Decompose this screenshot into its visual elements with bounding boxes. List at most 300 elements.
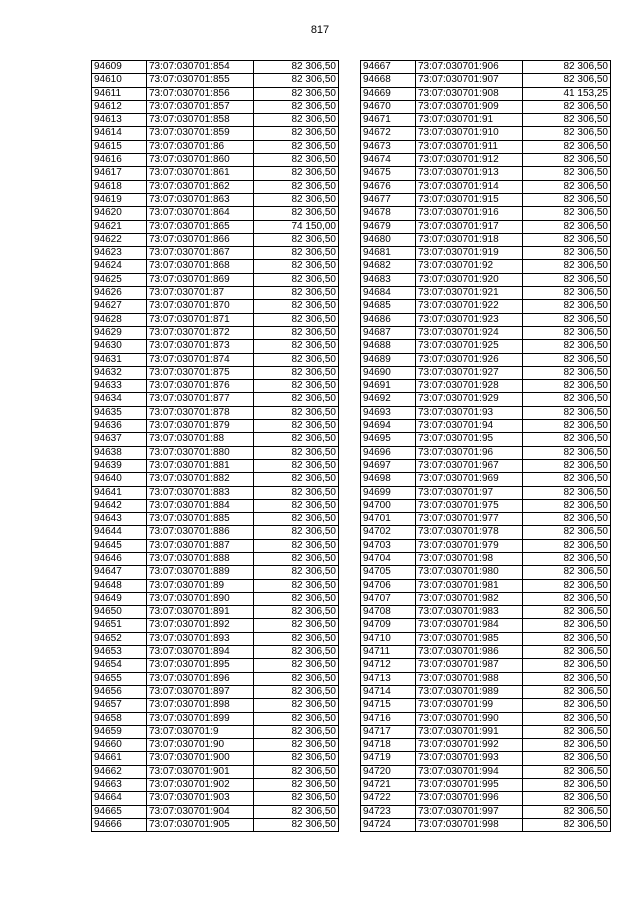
value-cell: 82 306,50 xyxy=(523,752,611,765)
cadastral-number-cell: 73:07:030701:898 xyxy=(147,699,254,712)
row-number-cell: 94718 xyxy=(361,739,416,752)
table-row xyxy=(92,233,339,246)
row-number-cell: 94683 xyxy=(361,273,416,286)
value-cell: 82 306,50 xyxy=(523,725,611,738)
cadastral-number-cell: 73:07:030701:986 xyxy=(416,646,523,659)
value-cell: 82 306,50 xyxy=(254,805,339,818)
value-cell: 82 306,50 xyxy=(254,233,339,246)
value-cell: 82 306,50 xyxy=(523,273,611,286)
row-number-cell: 94703 xyxy=(361,539,416,552)
cadastral-number-cell: 73:07:030701:916 xyxy=(416,207,523,220)
value-cell: 82 306,50 xyxy=(523,685,611,698)
cadastral-number-cell: 73:07:030701:921 xyxy=(416,287,523,300)
page-number: 817 xyxy=(310,24,330,36)
table-row xyxy=(361,247,611,260)
cadastral-number-cell: 73:07:030701:885 xyxy=(147,513,254,526)
cadastral-number-cell: 73:07:030701:987 xyxy=(416,659,523,672)
row-number-cell: 94628 xyxy=(92,313,147,326)
value-cell: 82 306,50 xyxy=(523,619,611,632)
table-row xyxy=(361,313,611,326)
cadastral-number-cell: 73:07:030701:977 xyxy=(416,513,523,526)
table-row xyxy=(361,167,611,180)
value-cell: 82 306,50 xyxy=(254,353,339,366)
value-cell: 82 306,50 xyxy=(254,685,339,698)
table-row xyxy=(361,326,611,339)
table-row xyxy=(92,313,339,326)
table-row xyxy=(361,739,611,752)
value-cell: 82 306,50 xyxy=(254,592,339,605)
cadastral-number-cell: 73:07:030701:877 xyxy=(147,393,254,406)
value-cell: 82 306,50 xyxy=(523,366,611,379)
table-row xyxy=(361,154,611,167)
row-number-cell: 94672 xyxy=(361,127,416,140)
row-number-cell: 94637 xyxy=(92,433,147,446)
value-cell: 82 306,50 xyxy=(254,632,339,645)
table-row xyxy=(92,74,339,87)
table-row xyxy=(92,592,339,605)
value-cell: 82 306,50 xyxy=(523,74,611,87)
row-number-cell: 94630 xyxy=(92,340,147,353)
row-number-cell: 94645 xyxy=(92,539,147,552)
value-cell: 82 306,50 xyxy=(254,406,339,419)
row-number-cell: 94657 xyxy=(92,699,147,712)
table-row xyxy=(361,114,611,127)
row-number-cell: 94656 xyxy=(92,685,147,698)
cadastral-number-cell: 73:07:030701:994 xyxy=(416,765,523,778)
value-cell: 82 306,50 xyxy=(254,646,339,659)
cadastral-number-cell: 73:07:030701:920 xyxy=(416,273,523,286)
table-row xyxy=(361,287,611,300)
table-row xyxy=(92,273,339,286)
cadastral-number-cell: 73:07:030701:858 xyxy=(147,114,254,127)
cadastral-number-cell: 73:07:030701:87 xyxy=(147,287,254,300)
value-cell: 82 306,50 xyxy=(523,473,611,486)
table-row xyxy=(92,326,339,339)
table-row xyxy=(361,539,611,552)
value-cell: 82 306,50 xyxy=(254,114,339,127)
table-row xyxy=(92,193,339,206)
value-cell: 82 306,50 xyxy=(523,140,611,153)
row-number-cell: 94638 xyxy=(92,446,147,459)
row-number-cell: 94724 xyxy=(361,818,416,831)
cadastral-number-cell: 73:07:030701:870 xyxy=(147,300,254,313)
row-number-cell: 94723 xyxy=(361,805,416,818)
table-row xyxy=(361,233,611,246)
table-row xyxy=(92,100,339,113)
table-row xyxy=(92,699,339,712)
cadastral-number-cell: 73:07:030701:924 xyxy=(416,326,523,339)
table-row xyxy=(92,646,339,659)
cadastral-number-cell: 73:07:030701:900 xyxy=(147,752,254,765)
row-number-cell: 94635 xyxy=(92,406,147,419)
row-number-cell: 94678 xyxy=(361,207,416,220)
cadastral-number-cell: 73:07:030701:892 xyxy=(147,619,254,632)
value-cell: 82 306,50 xyxy=(254,699,339,712)
value-cell: 82 306,50 xyxy=(254,326,339,339)
cadastral-number-cell: 73:07:030701:95 xyxy=(416,433,523,446)
value-cell: 82 306,50 xyxy=(254,433,339,446)
row-number-cell: 94669 xyxy=(361,87,416,100)
cadastral-number-cell: 73:07:030701:983 xyxy=(416,606,523,619)
row-number-cell: 94660 xyxy=(92,739,147,752)
cadastral-number-cell: 73:07:030701:913 xyxy=(416,167,523,180)
cadastral-number-cell: 73:07:030701:917 xyxy=(416,220,523,233)
row-number-cell: 94640 xyxy=(92,473,147,486)
table-row xyxy=(92,818,339,831)
row-number-cell: 94701 xyxy=(361,513,416,526)
table-row xyxy=(92,180,339,193)
row-number-cell: 94661 xyxy=(92,752,147,765)
table-row xyxy=(361,699,611,712)
cadastral-number-cell: 73:07:030701:893 xyxy=(147,632,254,645)
row-number-cell: 94695 xyxy=(361,433,416,446)
table-row xyxy=(361,74,611,87)
cadastral-number-cell: 73:07:030701:872 xyxy=(147,326,254,339)
row-number-cell: 94670 xyxy=(361,100,416,113)
table-row xyxy=(92,725,339,738)
row-number-cell: 94708 xyxy=(361,606,416,619)
cadastral-number-cell: 73:07:030701:887 xyxy=(147,539,254,552)
row-number-cell: 94649 xyxy=(92,592,147,605)
row-number-cell: 94685 xyxy=(361,300,416,313)
cadastral-number-cell: 73:07:030701:996 xyxy=(416,792,523,805)
table-row xyxy=(361,619,611,632)
row-number-cell: 94636 xyxy=(92,420,147,433)
value-cell: 82 306,50 xyxy=(523,114,611,127)
value-cell: 82 306,50 xyxy=(523,207,611,220)
row-number-cell: 94667 xyxy=(361,61,416,74)
table-row xyxy=(92,220,339,233)
row-number-cell: 94654 xyxy=(92,659,147,672)
value-cell: 82 306,50 xyxy=(523,499,611,512)
table-row xyxy=(361,420,611,433)
cadastral-number-cell: 73:07:030701:897 xyxy=(147,685,254,698)
table-row xyxy=(92,779,339,792)
parcel-table-left xyxy=(91,60,339,832)
value-cell: 82 306,50 xyxy=(523,433,611,446)
value-cell: 82 306,50 xyxy=(523,659,611,672)
table-row xyxy=(92,340,339,353)
cadastral-number-cell: 73:07:030701:857 xyxy=(147,100,254,113)
row-number-cell: 94639 xyxy=(92,459,147,472)
row-number-cell: 94699 xyxy=(361,486,416,499)
cadastral-number-cell: 73:07:030701:861 xyxy=(147,167,254,180)
cadastral-number-cell: 73:07:030701:904 xyxy=(147,805,254,818)
cadastral-number-cell: 73:07:030701:992 xyxy=(416,739,523,752)
value-cell: 82 306,50 xyxy=(523,513,611,526)
cadastral-number-cell: 73:07:030701:91 xyxy=(416,114,523,127)
cadastral-number-cell: 73:07:030701:911 xyxy=(416,140,523,153)
cadastral-number-cell: 73:07:030701:990 xyxy=(416,712,523,725)
cadastral-number-cell: 73:07:030701:99 xyxy=(416,699,523,712)
row-number-cell: 94673 xyxy=(361,140,416,153)
table-row xyxy=(361,380,611,393)
value-cell: 82 306,50 xyxy=(523,340,611,353)
value-cell: 82 306,50 xyxy=(523,61,611,74)
row-number-cell: 94676 xyxy=(361,180,416,193)
cadastral-number-cell: 73:07:030701:864 xyxy=(147,207,254,220)
value-cell: 82 306,50 xyxy=(254,420,339,433)
table-row xyxy=(361,193,611,206)
cadastral-number-cell: 73:07:030701:862 xyxy=(147,180,254,193)
row-number-cell: 94651 xyxy=(92,619,147,632)
table-row xyxy=(92,114,339,127)
table-row xyxy=(92,606,339,619)
table-row xyxy=(361,632,611,645)
value-cell: 82 306,50 xyxy=(523,326,611,339)
table-row xyxy=(92,87,339,100)
cadastral-number-cell: 73:07:030701:859 xyxy=(147,127,254,140)
value-cell: 82 306,50 xyxy=(523,233,611,246)
table-row xyxy=(92,752,339,765)
table-row xyxy=(361,725,611,738)
value-cell: 82 306,50 xyxy=(254,752,339,765)
cadastral-number-cell: 73:07:030701:991 xyxy=(416,725,523,738)
row-number-cell: 94707 xyxy=(361,592,416,605)
cadastral-number-cell: 73:07:030701:969 xyxy=(416,473,523,486)
cadastral-number-cell: 73:07:030701:988 xyxy=(416,672,523,685)
row-number-cell: 94722 xyxy=(361,792,416,805)
row-number-cell: 94664 xyxy=(92,792,147,805)
table-row xyxy=(92,739,339,752)
table-row xyxy=(92,366,339,379)
parcel-table-right-body xyxy=(361,61,611,832)
row-number-cell: 94653 xyxy=(92,646,147,659)
value-cell: 74 150,00 xyxy=(254,220,339,233)
value-cell: 82 306,50 xyxy=(523,406,611,419)
row-number-cell: 94675 xyxy=(361,167,416,180)
table-row xyxy=(92,140,339,153)
cadastral-number-cell: 73:07:030701:882 xyxy=(147,473,254,486)
row-number-cell: 94643 xyxy=(92,513,147,526)
row-number-cell: 94627 xyxy=(92,300,147,313)
cadastral-number-cell: 73:07:030701:978 xyxy=(416,526,523,539)
row-number-cell: 94641 xyxy=(92,486,147,499)
row-number-cell: 94646 xyxy=(92,552,147,565)
cadastral-number-cell: 73:07:030701:854 xyxy=(147,61,254,74)
table-row xyxy=(361,140,611,153)
value-cell: 82 306,50 xyxy=(254,513,339,526)
table-row xyxy=(92,805,339,818)
value-cell: 82 306,50 xyxy=(254,100,339,113)
value-cell: 82 306,50 xyxy=(254,207,339,220)
value-cell: 82 306,50 xyxy=(523,699,611,712)
row-number-cell: 94648 xyxy=(92,579,147,592)
parcel-table-right xyxy=(360,60,611,832)
row-number-cell: 94623 xyxy=(92,247,147,260)
value-cell: 82 306,50 xyxy=(254,473,339,486)
table-row xyxy=(92,712,339,725)
row-number-cell: 94679 xyxy=(361,220,416,233)
row-number-cell: 94705 xyxy=(361,566,416,579)
value-cell: 82 306,50 xyxy=(254,539,339,552)
table-row xyxy=(361,61,611,74)
row-number-cell: 94613 xyxy=(92,114,147,127)
value-cell: 41 153,25 xyxy=(523,87,611,100)
table-row xyxy=(361,499,611,512)
value-cell: 82 306,50 xyxy=(254,140,339,153)
cadastral-number-cell: 73:07:030701:993 xyxy=(416,752,523,765)
cadastral-number-cell: 73:07:030701:865 xyxy=(147,220,254,233)
cadastral-number-cell: 73:07:030701:868 xyxy=(147,260,254,273)
value-cell: 82 306,50 xyxy=(523,765,611,778)
table-row xyxy=(92,526,339,539)
row-number-cell: 94617 xyxy=(92,167,147,180)
cadastral-number-cell: 73:07:030701:97 xyxy=(416,486,523,499)
value-cell: 82 306,50 xyxy=(523,180,611,193)
table-row xyxy=(361,752,611,765)
cadastral-number-cell: 73:07:030701:866 xyxy=(147,233,254,246)
table-row xyxy=(92,154,339,167)
row-number-cell: 94711 xyxy=(361,646,416,659)
value-cell: 82 306,50 xyxy=(254,526,339,539)
table-row xyxy=(361,473,611,486)
row-number-cell: 94629 xyxy=(92,326,147,339)
cadastral-number-cell: 73:07:030701:985 xyxy=(416,632,523,645)
table-row xyxy=(361,366,611,379)
cadastral-number-cell: 73:07:030701:984 xyxy=(416,619,523,632)
table-row xyxy=(92,566,339,579)
table-row xyxy=(92,353,339,366)
table-row xyxy=(361,207,611,220)
table-row xyxy=(92,393,339,406)
table-row xyxy=(92,659,339,672)
value-cell: 82 306,50 xyxy=(254,167,339,180)
table-row xyxy=(92,552,339,565)
table-row xyxy=(92,61,339,74)
value-cell: 82 306,50 xyxy=(523,313,611,326)
table-row xyxy=(361,579,611,592)
value-cell: 82 306,50 xyxy=(254,659,339,672)
value-cell: 82 306,50 xyxy=(523,154,611,167)
value-cell: 82 306,50 xyxy=(523,393,611,406)
table-row xyxy=(92,207,339,220)
cadastral-number-cell: 73:07:030701:912 xyxy=(416,154,523,167)
cadastral-number-cell: 73:07:030701:89 xyxy=(147,579,254,592)
cadastral-number-cell: 73:07:030701:855 xyxy=(147,74,254,87)
table-row xyxy=(361,566,611,579)
table-row xyxy=(361,805,611,818)
row-number-cell: 94650 xyxy=(92,606,147,619)
cadastral-number-cell: 73:07:030701:874 xyxy=(147,353,254,366)
value-cell: 82 306,50 xyxy=(523,300,611,313)
cadastral-number-cell: 73:07:030701:884 xyxy=(147,499,254,512)
row-number-cell: 94691 xyxy=(361,380,416,393)
table-row xyxy=(361,459,611,472)
cadastral-number-cell: 73:07:030701:873 xyxy=(147,340,254,353)
cadastral-number-cell: 73:07:030701:93 xyxy=(416,406,523,419)
value-cell: 82 306,50 xyxy=(523,579,611,592)
value-cell: 82 306,50 xyxy=(523,127,611,140)
row-number-cell: 94632 xyxy=(92,366,147,379)
value-cell: 82 306,50 xyxy=(523,646,611,659)
value-cell: 82 306,50 xyxy=(523,420,611,433)
table-row xyxy=(92,446,339,459)
cadastral-number-cell: 73:07:030701:922 xyxy=(416,300,523,313)
value-cell: 82 306,50 xyxy=(254,154,339,167)
value-cell: 82 306,50 xyxy=(254,792,339,805)
row-number-cell: 94624 xyxy=(92,260,147,273)
row-number-cell: 94677 xyxy=(361,193,416,206)
table-row xyxy=(92,765,339,778)
row-number-cell: 94715 xyxy=(361,699,416,712)
value-cell: 82 306,50 xyxy=(523,193,611,206)
table-row xyxy=(92,420,339,433)
value-cell: 82 306,50 xyxy=(523,100,611,113)
row-number-cell: 94647 xyxy=(92,566,147,579)
cadastral-number-cell: 73:07:030701:975 xyxy=(416,499,523,512)
table-row xyxy=(361,300,611,313)
cadastral-number-cell: 73:07:030701:888 xyxy=(147,552,254,565)
cadastral-number-cell: 73:07:030701:910 xyxy=(416,127,523,140)
cadastral-number-cell: 73:07:030701:918 xyxy=(416,233,523,246)
cadastral-number-cell: 73:07:030701:997 xyxy=(416,805,523,818)
row-number-cell: 94614 xyxy=(92,127,147,140)
value-cell: 82 306,50 xyxy=(254,61,339,74)
row-number-cell: 94659 xyxy=(92,725,147,738)
table-row xyxy=(92,300,339,313)
cadastral-number-cell: 73:07:030701:869 xyxy=(147,273,254,286)
value-cell: 82 306,50 xyxy=(523,353,611,366)
cadastral-number-cell: 73:07:030701:880 xyxy=(147,446,254,459)
value-cell: 82 306,50 xyxy=(254,340,339,353)
value-cell: 82 306,50 xyxy=(523,592,611,605)
value-cell: 82 306,50 xyxy=(254,712,339,725)
row-number-cell: 94620 xyxy=(92,207,147,220)
table-row xyxy=(361,100,611,113)
value-cell: 82 306,50 xyxy=(254,87,339,100)
row-number-cell: 94712 xyxy=(361,659,416,672)
cadastral-number-cell: 73:07:030701:896 xyxy=(147,672,254,685)
row-number-cell: 94634 xyxy=(92,393,147,406)
row-number-cell: 94633 xyxy=(92,380,147,393)
row-number-cell: 94709 xyxy=(361,619,416,632)
cadastral-number-cell: 73:07:030701:891 xyxy=(147,606,254,619)
table-row xyxy=(361,659,611,672)
row-number-cell: 94687 xyxy=(361,326,416,339)
cadastral-number-cell: 73:07:030701:923 xyxy=(416,313,523,326)
cadastral-number-cell: 73:07:030701:995 xyxy=(416,779,523,792)
row-number-cell: 94684 xyxy=(361,287,416,300)
table-row xyxy=(92,406,339,419)
cadastral-number-cell: 73:07:030701:98 xyxy=(416,552,523,565)
table-row xyxy=(92,459,339,472)
row-number-cell: 94692 xyxy=(361,393,416,406)
cadastral-number-cell: 73:07:030701:902 xyxy=(147,779,254,792)
table-row xyxy=(92,260,339,273)
table-row xyxy=(361,818,611,831)
table-row xyxy=(92,167,339,180)
row-number-cell: 94662 xyxy=(92,765,147,778)
value-cell: 82 306,50 xyxy=(523,818,611,831)
cadastral-number-cell: 73:07:030701:919 xyxy=(416,247,523,260)
value-cell: 82 306,50 xyxy=(523,739,611,752)
cadastral-number-cell: 73:07:030701:878 xyxy=(147,406,254,419)
value-cell: 82 306,50 xyxy=(254,818,339,831)
table-row xyxy=(361,685,611,698)
table-row xyxy=(92,685,339,698)
cadastral-number-cell: 73:07:030701:889 xyxy=(147,566,254,579)
cadastral-number-cell: 73:07:030701:927 xyxy=(416,366,523,379)
row-number-cell: 94686 xyxy=(361,313,416,326)
table-row xyxy=(361,779,611,792)
cadastral-number-cell: 73:07:030701:871 xyxy=(147,313,254,326)
value-cell: 82 306,50 xyxy=(523,247,611,260)
table-row xyxy=(92,433,339,446)
cadastral-number-cell: 73:07:030701:895 xyxy=(147,659,254,672)
cadastral-number-cell: 73:07:030701:886 xyxy=(147,526,254,539)
row-number-cell: 94713 xyxy=(361,672,416,685)
